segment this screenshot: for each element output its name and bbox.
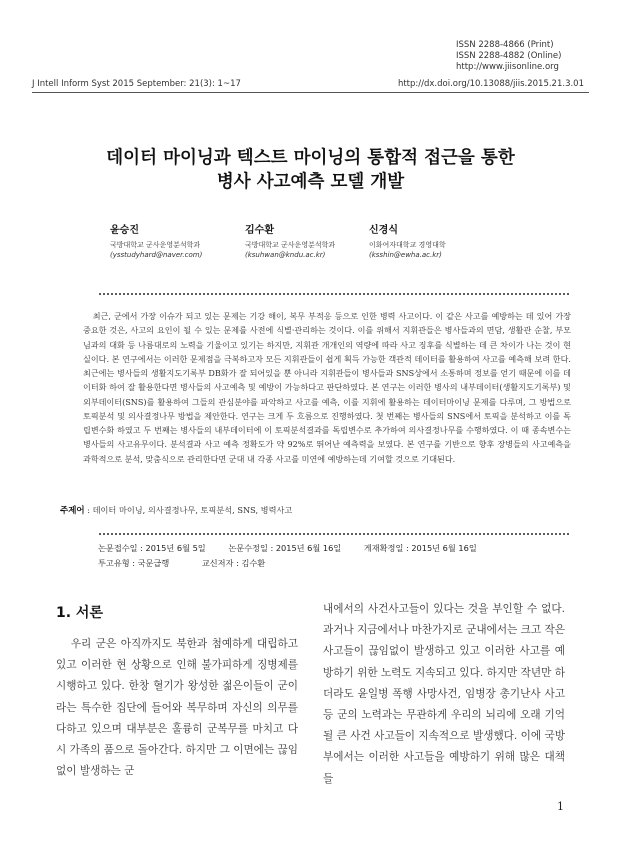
body-column-left: 우리 군은 아직까지도 북한과 첨예하게 대립하고 있고 이러한 현 상황으로 인해 불가피하게 징병제를 시행하고 있다. 한창 혈기가 왕성한 젊은이들이 군이라는 특수한 집단에 들어와 복무하며 자신의 의무를 다하고 있으며 대부분은 훌륭히 군복무를 마치고 다시 가족의 품으로 돌아간다. 하지만 그 이면에는 끊임없이 발생하는 군 xyxy=(56,638,298,778)
title-line-2: 병사 사고예측 모델 개발 xyxy=(216,172,405,192)
accepted-date: 게재확정일 : 2015년 6월 16일 xyxy=(363,543,477,553)
abstract: 최근, 군에서 가장 이슈가 되고 있는 문제는 기강 해이, 복무 부적응 등으로 인한 병력 사고이다. 이 같은 사고를 예방하는 데 있어 가장 중요한 것은, 사고의 요인이 될 수 있는 문제를 사전에 식별·관리하는 것이다. 이를 위해서 지휘관들은 병사들과의 면담, 생활관 순찰, 부모님과의 대화 등 나름대로의 노력을 기울이고 있기는 하지만, 지휘관 개개인의 역량에 따라 사고 징후를 식별하는 데 큰 차이가 나는 것이 현실이다. 본 연구에서는 이러한 문제점을 극복하고자 모든 지휘관들이 쉽게 획득 가능한 객관적 데이터를 활용하여 사고를 예측해 보려 한다. 최근에는 병사들의 생활지도기록부 DB화가 잘 되어있을 뿐 아니라 지휘관들이 병사들과 SNS상에서 소통하며 정보를 얻기 때문에 이를 데이터화 하여 잘 활용한다면 병사들의 사고예측 및 예방이 가능하다고 판단하였다. 본 연구는 이러한 병사의 내부데이터(생활지도기록부) 및 외부데이터(SNS)를 활용하여 그들의 관심분야를 파악하고 사고를 예측, 이를 지휘에 활용하는 데이터마이닝 문제를 다루며, 그 방법으로 토픽분석 및 의사결정나무 방법을 제안한다. 연구는 크게 두 흐름으로 진행하였다. 첫 번째는 병사들의 SNS에서 토픽을 분석하고 이를 독립변수화 하였고 두 번째는 병사들의 내부데이터에 이 토픽분석결과를 독립변수로 추가하여 의사결정나무를 수행하였다. 이 때 종속변수는 병사들의 사고유무이다. 분석결과 사고 예측 정확도가 약 92%로 뛰어난 예측력을 보였다. 본 연구를 기반으로 향후 장병들의 사고예측을 과학적으로 분석, 맞춤식으로 관리한다면 군대 내 각종 사고를 미연에 예방하는데 기여할 것으로 기대된다. xyxy=(83,311,571,464)
journal-citation: J Intell Inform Syst 2015 September: 21(3): 1~17 xyxy=(32,79,241,89)
section-heading: 1. 서론 xyxy=(56,605,103,621)
doi-link[interactable]: http://dx.doi.org/10.13088/jiis.2015.21.3.01 xyxy=(397,79,584,89)
author-2 xyxy=(245,226,335,260)
author-3 xyxy=(369,226,446,260)
revised-date: 논문수정일 : 2015년 6월 16일 xyxy=(228,543,342,553)
title-line-1: 데이터 마이닝과 텍스트 마이닝의 통합적 접근을 통한 xyxy=(106,148,515,168)
submission-info xyxy=(98,558,285,569)
keywords-label: 주제어 xyxy=(60,506,85,516)
body-column-right: 내에서의 사건사고들이 있다는 것을 부인할 수 없다. 과거나 지금에서나 마찬가지로 군내에서는 크고 작은 사고들이 끊임없이 발생하고 있고 이러한 사고를 예방하기 위한 노력도 지속되고 있다. 하지만 작년만 하더라도 윤일병 폭행 사망사건, 임병장 총기난사 사고 등 군의 노력과는 무관하게 우리의 뇌리에 오래 기억될 큰 사건 사고들이 지속적으로 발생했다. 이에 국방부에서는 이러한 사고들을 예방하기 위해 많은 대책들 xyxy=(323,603,565,785)
page-number: 1 xyxy=(557,800,564,813)
header-rule xyxy=(32,92,589,93)
submission-dates xyxy=(98,543,497,554)
submission-type: 투고유형 : 국문급행 xyxy=(98,558,170,568)
author-email: (ksuhwan@kndu.ac.kr) xyxy=(245,251,326,259)
author-email: (ysstudyhard@naver.com) xyxy=(110,251,203,259)
issn-online: ISSN 2288-4882 (Online) xyxy=(456,51,562,61)
keywords-text: : 데이터 마이닝, 의사결정나무, 토픽분석, SNS, 병력사고 xyxy=(87,505,293,515)
author-affiliation: 이화여자대학교 경영대학 xyxy=(369,241,446,249)
corresponding-author: 교신저자 : 김수환 xyxy=(201,558,266,568)
paper-title xyxy=(0,146,621,194)
dotted-divider-top xyxy=(98,293,570,295)
author-affiliation: 국방대학교 군사운영분석학과 xyxy=(245,241,336,249)
author-affiliation: 국방대학교 군사운영분석학과 xyxy=(110,241,201,249)
author-name: 신경식 xyxy=(369,225,398,236)
keywords xyxy=(60,504,292,516)
issn-block xyxy=(456,40,561,73)
dotted-divider-bottom xyxy=(98,533,570,535)
author-1 xyxy=(110,226,202,260)
journal-url[interactable]: http://www.jiisonline.org xyxy=(456,62,559,72)
author-name: 윤승진 xyxy=(110,225,139,236)
issn-print: ISSN 2288-4866 (Print) xyxy=(456,40,554,50)
author-name: 김수환 xyxy=(245,225,274,236)
received-date: 논문접수일 : 2015년 6월 5일 xyxy=(98,543,206,553)
author-email: (ksshin@ewha.ac.kr) xyxy=(369,251,442,259)
